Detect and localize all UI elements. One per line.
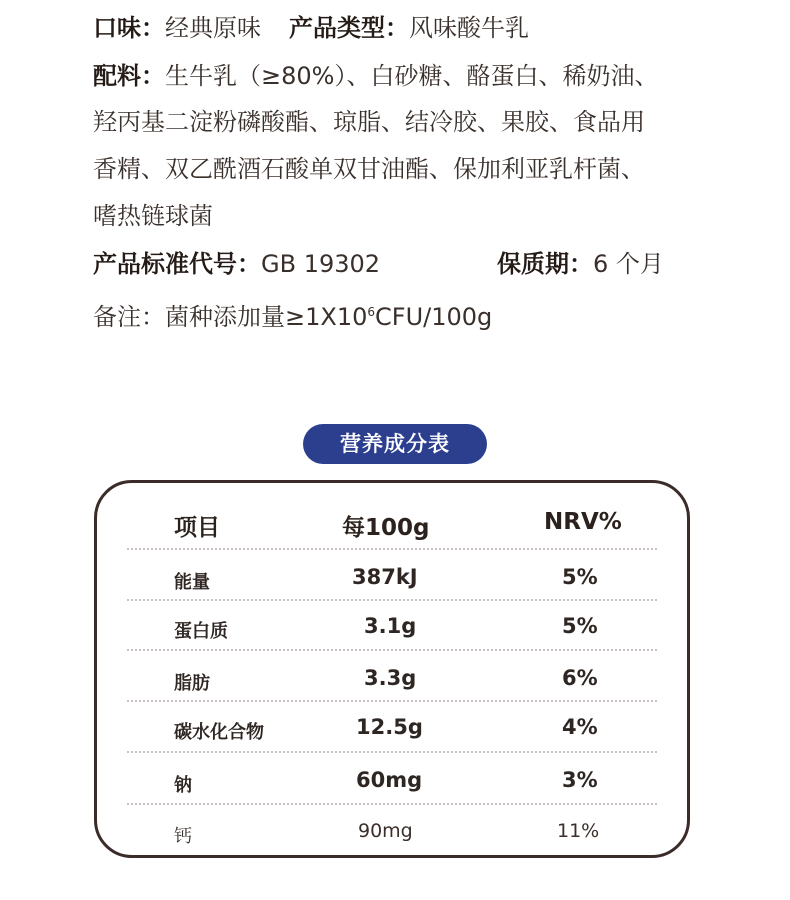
- nutrition-title-badge: [303, 424, 487, 464]
- divider: [127, 751, 657, 753]
- divider: [127, 803, 657, 805]
- table-header: [97, 509, 687, 541]
- row-nrv: 3%: [562, 768, 598, 792]
- shelf-life: [497, 249, 664, 279]
- shelf-label: 保质期：: [497, 250, 593, 278]
- ingredients-line-2: 羟丙基二淀粉磷酸酯、琼脂、结冷胶、果胶、食品用: [93, 108, 645, 136]
- note-value-prefix: 菌种添加量≥1X10: [165, 303, 368, 331]
- ingredients-label: 配料：: [93, 62, 165, 90]
- flavor-type-line: [93, 13, 529, 43]
- shelf-value: 6 个月: [593, 250, 664, 278]
- row-item: 钙: [174, 826, 192, 847]
- divider: [127, 649, 657, 651]
- row-per100g: 60mg: [356, 768, 423, 792]
- header-per100g: 每100g: [342, 515, 430, 541]
- ingredients-text-1: 生牛乳（≥80%）、白砂糖、酪蛋白、稀奶油、: [165, 62, 659, 90]
- note-value-suffix: CFU/100g: [375, 303, 493, 331]
- note-line: [93, 297, 492, 332]
- note-label: 备注：: [93, 303, 165, 331]
- row-item: 脂肪: [174, 673, 210, 694]
- standard-value: GB 19302: [261, 250, 381, 278]
- ingredients-line-3: 香精、双乙酰酒石酸单双甘油酯、保加利亚乳杆菌、: [93, 155, 645, 183]
- nutrition-title: 营养成分表: [340, 432, 450, 456]
- row-item: 蛋白质: [174, 621, 228, 642]
- row-per100g: 3.3g: [364, 666, 417, 690]
- row-nrv: 11%: [557, 820, 600, 842]
- header-nrv: NRV%: [544, 509, 622, 535]
- divider: [127, 700, 657, 702]
- ingredients-line-1: [93, 61, 658, 91]
- row-nrv: 5%: [562, 565, 598, 589]
- row-per100g: 3.1g: [364, 614, 417, 638]
- standard-label: 产品标准代号：: [93, 250, 261, 278]
- type-value: 风味酸牛乳: [409, 14, 529, 42]
- divider: [127, 548, 657, 550]
- flavor-label: 口味：: [93, 14, 165, 42]
- row-item: 碳水化合物: [174, 722, 264, 743]
- row-item: 能量: [174, 572, 210, 593]
- row-per100g: 90mg: [358, 820, 413, 842]
- row-per100g: 387kJ: [352, 565, 418, 589]
- standard-line: [93, 249, 380, 279]
- row-item: 钠: [174, 775, 192, 796]
- header-item: 项目: [174, 515, 220, 541]
- row-nrv: 5%: [562, 614, 598, 638]
- flavor-value: 经典原味: [165, 14, 261, 42]
- note-value-sup: 6: [367, 305, 375, 319]
- row-per100g: 12.5g: [356, 715, 423, 739]
- row-nrv: 4%: [562, 715, 598, 739]
- row-nrv: 6%: [562, 666, 598, 690]
- divider: [127, 599, 657, 601]
- nutrition-table: [94, 480, 690, 858]
- type-label: 产品类型：: [289, 14, 409, 42]
- ingredients-line-4: 嗜热链球菌: [93, 202, 213, 230]
